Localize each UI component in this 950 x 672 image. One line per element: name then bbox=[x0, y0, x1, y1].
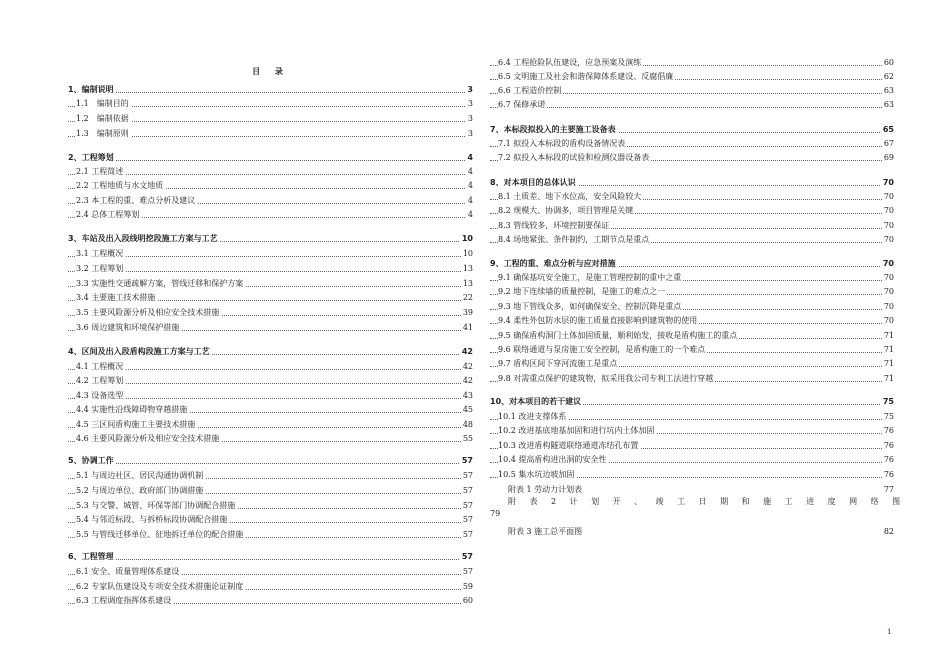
toc-subsection-entry[interactable] bbox=[490, 358, 894, 370]
toc-entry-label: 4.2 工程筹划 bbox=[76, 376, 124, 385]
toc-subsection-entry[interactable] bbox=[68, 419, 473, 431]
toc-entry-label: 4.6 主要风险源分析及相应安全技术措施 bbox=[76, 434, 220, 443]
toc-entry-page: 71 bbox=[883, 359, 894, 368]
toc-entry-label: 8、对本项目的总体认识 bbox=[490, 178, 576, 187]
toc-entry-page: 76 bbox=[883, 455, 894, 464]
toc-entry-label: 3、车站及出入段线明挖段施工方案与工艺 bbox=[68, 234, 218, 243]
toc-entry-page: 3 bbox=[467, 99, 473, 108]
toc-subsection-entry[interactable] bbox=[68, 195, 473, 207]
toc-entry-label: 9.4 柔性外包防水层的施工质量直接影响到建筑物的使用 bbox=[498, 316, 698, 325]
toc-entry-label: 3.3 实施性交通疏解方案，管线迁移和保护方案 bbox=[76, 279, 244, 288]
toc-subsection-entry[interactable] bbox=[68, 278, 473, 290]
toc-entry-label: 5.1 与周边社区、居民沟通协调机制 bbox=[76, 471, 204, 480]
toc-entry-label: 6.1 安全、质量管理体系建设 bbox=[76, 567, 180, 576]
toc-entry-label: 2.4 总体工程筹划 bbox=[76, 210, 140, 219]
toc-entry-label: 6.2 专家队伍建设及专项安全技术措施论证制度 bbox=[76, 582, 244, 591]
dot-leader bbox=[68, 160, 473, 161]
toc-entry-label: 2.3 本工程的重、难点分析及建议 bbox=[76, 196, 196, 205]
toc-entry-page: 70 bbox=[883, 221, 894, 230]
appendix-2-label: 附表2计划开、竣工日期和施工进度网络图 bbox=[508, 497, 914, 506]
toc-subsection-entry[interactable] bbox=[68, 98, 473, 110]
toc-entry-page: 4 bbox=[467, 181, 473, 190]
toc-entry-page: 70 bbox=[883, 273, 894, 282]
dot-leader bbox=[68, 174, 473, 175]
toc-entry-label: 5.4 与邻近标段、与拆桥标段协调配合措施 bbox=[76, 515, 228, 524]
toc-section-entry[interactable] bbox=[68, 346, 473, 358]
toc-subsection-entry[interactable] bbox=[490, 286, 894, 298]
toc-subsection-entry[interactable] bbox=[490, 330, 894, 342]
toc-section-entry[interactable] bbox=[68, 551, 473, 563]
toc-entry-label: 3.5 主要风险源分析及相应安全技术措施 bbox=[76, 308, 220, 317]
toc-entry-label: 9.6 联络通道与泵房施工安全控制，是盾构施工的一个难点 bbox=[498, 345, 706, 354]
toc-subsection-entry[interactable] bbox=[490, 425, 894, 437]
toc-entry-label: 4.1 工程概况 bbox=[76, 362, 124, 371]
toc-subsection-entry[interactable] bbox=[68, 180, 473, 192]
toc-subsection-entry[interactable] bbox=[490, 234, 894, 246]
dot-leader bbox=[68, 383, 473, 384]
toc-subsection-entry[interactable] bbox=[490, 344, 894, 356]
toc-entry-label: 5.2 与周边单位、政府部门协调措施 bbox=[76, 486, 204, 495]
toc-subsection-entry[interactable] bbox=[68, 581, 473, 593]
toc-subsection-entry[interactable] bbox=[490, 99, 894, 111]
toc-entry-page: 13 bbox=[462, 264, 473, 273]
toc-entry-label: 8.2 规模大、协调多，项目管理是关键 bbox=[498, 206, 634, 215]
toc-subsection-entry[interactable] bbox=[68, 248, 473, 260]
toc-entry-page: 43 bbox=[462, 391, 473, 400]
appendix-1-entry[interactable] bbox=[508, 484, 894, 496]
toc-entry-page: 4 bbox=[467, 196, 473, 205]
toc-entry-label: 3.4 主要施工技术措施 bbox=[76, 293, 156, 302]
toc-entry-page: 4 bbox=[467, 167, 473, 176]
toc-entry-page: 57 bbox=[462, 567, 473, 576]
toc-entry-page: 45 bbox=[462, 405, 473, 414]
toc-entry-label: 10.5 集水坑边坡加固 bbox=[498, 470, 575, 479]
toc-subsection-entry[interactable] bbox=[490, 152, 894, 164]
toc-entry-label: 2.1 工程简述 bbox=[76, 167, 124, 176]
toc-entry-page: 69 bbox=[883, 153, 894, 162]
toc-subsection-entry[interactable] bbox=[490, 272, 894, 284]
toc-entry-label: 10.3 改进盾构隧道联络通道冻结孔布置 bbox=[498, 441, 639, 450]
toc-subsection-entry[interactable] bbox=[68, 500, 473, 512]
toc-subsection-entry[interactable] bbox=[68, 470, 473, 482]
toc-subsection-entry[interactable] bbox=[68, 433, 473, 445]
toc-subsection-entry[interactable] bbox=[68, 595, 473, 607]
toc-entry-page: 4 bbox=[467, 153, 473, 162]
toc-subsection-entry[interactable] bbox=[490, 469, 894, 481]
toc-entry-label: 5.3 与交警、城管、环保等部门协调配合措施 bbox=[76, 501, 236, 510]
toc-entry-label: 7、本标段拟投入的主要施工设备表 bbox=[490, 125, 616, 134]
toc-entry-page: 3 bbox=[467, 114, 473, 123]
toc-entry-page: 71 bbox=[883, 345, 894, 354]
toc-subsection-entry[interactable] bbox=[68, 566, 473, 578]
toc-entry-label: 1、编制说明 bbox=[68, 85, 114, 94]
toc-subsection-entry[interactable] bbox=[68, 375, 473, 387]
toc-entry-page: 10 bbox=[461, 234, 473, 243]
toc-subsection-entry[interactable] bbox=[490, 440, 894, 452]
toc-entry-page: 70 bbox=[883, 287, 894, 296]
toc-entry-page: 70 bbox=[883, 316, 894, 325]
toc-subsection-entry[interactable] bbox=[490, 301, 894, 313]
toc-entry-page: 57 bbox=[461, 552, 473, 561]
toc-entry-label: 3.6 周边建筑和环境保护措施 bbox=[76, 323, 180, 332]
toc-subsection-entry[interactable] bbox=[68, 263, 473, 275]
toc-entry-page: 57 bbox=[462, 515, 473, 524]
toc-entry-page: 13 bbox=[462, 279, 473, 288]
toc-entry-label: 8.4 场地紧张、条件制约，工期节点是重点 bbox=[498, 235, 650, 244]
appendix-1-label: 附表 1 劳动力计划表 bbox=[508, 485, 583, 494]
toc-entry-label: 7.1 拟投入本标段的盾构设备情况表 bbox=[498, 139, 626, 148]
toc-subsection-entry[interactable] bbox=[68, 322, 473, 334]
toc-entry-label: 6.7 保修承诺 bbox=[498, 100, 546, 109]
toc-entry-label: 1.3 编制原则 bbox=[76, 129, 129, 138]
appendix-3-label: 附表 3 施工总平面图 bbox=[508, 527, 583, 536]
toc-entry-page: 70 bbox=[883, 302, 894, 311]
appendix-3-entry[interactable] bbox=[508, 526, 894, 538]
dot-leader bbox=[68, 398, 473, 399]
toc-entry-label: 8.1 土质差、地下水位高，安全风险较大 bbox=[498, 192, 642, 201]
toc-entry-label: 5、协调工作 bbox=[68, 456, 114, 465]
toc-entry-page: 75 bbox=[883, 412, 894, 421]
toc-entry-label: 2、工程筹划 bbox=[68, 153, 114, 162]
toc-subsection-entry[interactable] bbox=[490, 191, 894, 203]
toc-subsection-entry[interactable] bbox=[68, 307, 473, 319]
toc-entry-label: 4.4 实施性沿线障碍物穿越措施 bbox=[76, 405, 188, 414]
toc-subsection-entry[interactable] bbox=[68, 514, 473, 526]
toc-entry-label: 9.2 地下连续墙的质量控制，是施工的难点之一 bbox=[498, 287, 666, 296]
toc-subsection-entry[interactable] bbox=[68, 292, 473, 304]
toc-entry-label: 4.3 设备选型 bbox=[76, 391, 124, 400]
toc-entry-page: 57 bbox=[462, 471, 473, 480]
toc-entry-label: 3.2 工程筹划 bbox=[76, 264, 124, 273]
toc-entry-label: 6.3 工程调度指挥体系建设 bbox=[76, 596, 172, 605]
toc-entry-page: 63 bbox=[883, 100, 894, 109]
toc-section-entry[interactable] bbox=[490, 124, 894, 136]
appendix-3-page: 82 bbox=[883, 527, 894, 536]
toc-subsection-entry[interactable] bbox=[490, 85, 894, 97]
toc-entry-page: 39 bbox=[462, 308, 473, 317]
toc-entry-page: 60 bbox=[883, 58, 894, 67]
toc-subsection-entry[interactable] bbox=[68, 404, 473, 416]
toc-entry-page: 4 bbox=[467, 210, 473, 219]
toc-subsection-entry[interactable] bbox=[68, 209, 473, 221]
toc-subsection-entry[interactable] bbox=[490, 373, 894, 385]
toc-section-entry[interactable] bbox=[68, 455, 473, 467]
dot-leader bbox=[68, 559, 473, 560]
toc-subsection-entry[interactable] bbox=[490, 220, 894, 232]
toc-entry-label: 6.5 文明施工及社会和谐保障体系建设、反腐倡廉 bbox=[498, 72, 674, 81]
toc-subsection-entry[interactable] bbox=[68, 128, 473, 140]
toc-subsection-entry[interactable] bbox=[68, 361, 473, 373]
toc-entry-label: 9.7 盾构区间下穿河流施工是重点 bbox=[498, 359, 618, 368]
toc-entry-page: 22 bbox=[462, 293, 473, 302]
appendix-2-entry[interactable] bbox=[508, 496, 914, 508]
toc-entry-page: 76 bbox=[883, 441, 894, 450]
toc-section-entry[interactable] bbox=[68, 152, 473, 164]
toc-subsection-entry[interactable] bbox=[490, 411, 894, 423]
toc-entry-page: 59 bbox=[462, 582, 473, 591]
toc-entry-label: 10.1 改进支撑体系 bbox=[498, 412, 567, 421]
toc-entry-label: 9.5 确保盾构洞门土体加固质量，顺利始发，接收是盾构施工的重点 bbox=[498, 331, 738, 340]
toc-entry-label: 9.1 确保基坑安全施工，是施工管理控制的重中之重 bbox=[498, 273, 682, 282]
toc-entry-page: 70 bbox=[882, 178, 894, 187]
page-number: 1 bbox=[887, 628, 892, 636]
toc-entry-page: 60 bbox=[462, 596, 473, 605]
toc-entry-label: 3.1 工程概况 bbox=[76, 249, 124, 258]
toc-entry-page: 3 bbox=[467, 129, 473, 138]
toc-entry-page: 71 bbox=[883, 374, 894, 383]
appendix-2-page: 79 bbox=[490, 509, 501, 518]
toc-entry-page: 70 bbox=[883, 235, 894, 244]
toc-entry-label: 6.6 工程造价控制 bbox=[498, 86, 562, 95]
toc-entry-label: 4.5 三区间盾构施工主要技术措施 bbox=[76, 420, 196, 429]
toc-entry-page: 57 bbox=[461, 456, 473, 465]
toc-entry-page: 42 bbox=[461, 347, 473, 356]
toc-entry-page: 75 bbox=[882, 397, 894, 406]
toc-entry-page: 70 bbox=[883, 192, 894, 201]
toc-subsection-entry[interactable] bbox=[490, 71, 894, 83]
toc-entry-page: 70 bbox=[883, 206, 894, 215]
toc-entry-page: 42 bbox=[462, 376, 473, 385]
toc-section-entry[interactable] bbox=[68, 84, 473, 96]
toc-title: 目 录 bbox=[252, 66, 289, 76]
toc-entry-page: 76 bbox=[883, 470, 894, 479]
toc-entry-page: 57 bbox=[462, 501, 473, 510]
dot-leader bbox=[68, 271, 473, 272]
toc-entry-label: 9.8 对需重点保护的建筑物，拟采用我公司专利工法进行穿越 bbox=[498, 374, 714, 383]
toc-entry-page: 65 bbox=[882, 125, 894, 134]
toc-section-entry[interactable] bbox=[490, 396, 894, 408]
toc-entry-page: 63 bbox=[883, 86, 894, 95]
toc-entry-label: 2.2 工程地质与水文地质 bbox=[76, 181, 164, 190]
toc-subsection-entry[interactable] bbox=[68, 390, 473, 402]
toc-entry-page: 48 bbox=[462, 420, 473, 429]
toc-entry-label: 10、对本项目的若干建议 bbox=[490, 397, 582, 406]
toc-entry-label: 8.3 管线较多，环境控制要保证 bbox=[498, 221, 610, 230]
toc-entry-page: 62 bbox=[883, 72, 894, 81]
toc-entry-page: 57 bbox=[462, 486, 473, 495]
toc-entry-page: 67 bbox=[883, 139, 894, 148]
toc-entry-label: 5.5 与管线迁移单位、征地拆迁单位的配合措施 bbox=[76, 530, 244, 539]
toc-entry-page: 10 bbox=[462, 249, 473, 258]
toc-entry-page: 57 bbox=[462, 530, 473, 539]
toc-entry-page: 42 bbox=[462, 362, 473, 371]
appendix-1-page: 77 bbox=[883, 485, 894, 494]
toc-entry-label: 6.4 工程抢险队伍建设，应急预案及演练 bbox=[498, 58, 642, 67]
toc-entry-label: 10.4 提高盾构进出洞的安全性 bbox=[498, 455, 607, 464]
toc-entry-label: 4、区间及出入段盾构段施工方案与工艺 bbox=[68, 347, 210, 356]
dot-leader bbox=[68, 92, 473, 93]
dot-leader bbox=[68, 463, 473, 464]
toc-entry-page: 70 bbox=[882, 259, 894, 268]
toc-entry-page: 76 bbox=[883, 426, 894, 435]
toc-subsection-entry[interactable] bbox=[490, 205, 894, 217]
toc-subsection-entry[interactable] bbox=[490, 315, 894, 327]
toc-section-entry[interactable] bbox=[490, 177, 894, 189]
toc-subsection-entry[interactable] bbox=[490, 57, 894, 69]
toc-entry-label: 1.1 编制目的 bbox=[76, 99, 129, 108]
toc-subsection-entry[interactable] bbox=[490, 138, 894, 150]
dot-leader bbox=[490, 107, 894, 108]
toc-entry-label: 9.3 地下管线众多，如何确保安全、控制沉降是重点 bbox=[498, 302, 682, 311]
toc-section-entry[interactable] bbox=[68, 233, 473, 245]
toc-section-entry[interactable] bbox=[490, 258, 894, 270]
toc-subsection-entry[interactable] bbox=[490, 454, 894, 466]
toc-entry-label: 6、工程管理 bbox=[68, 552, 114, 561]
toc-entry-page: 3 bbox=[467, 85, 473, 94]
toc-entry-label: 9、工程的重、难点分析与应对措施 bbox=[490, 259, 616, 268]
toc-subsection-entry[interactable] bbox=[68, 529, 473, 541]
toc-entry-page: 55 bbox=[462, 434, 473, 443]
toc-entry-label: 1.2 编制依据 bbox=[76, 114, 129, 123]
dot-leader bbox=[68, 369, 473, 370]
toc-entry-label: 10.2 改进基底地基加固和进行坑内土体加固 bbox=[498, 426, 655, 435]
toc-subsection-entry[interactable] bbox=[68, 113, 473, 125]
toc-subsection-entry[interactable] bbox=[68, 166, 473, 178]
toc-entry-label: 7.2 拟投入本标段的试验和检测仪器设备表 bbox=[498, 153, 650, 162]
dot-leader bbox=[68, 256, 473, 257]
toc-entry-page: 41 bbox=[462, 323, 473, 332]
toc-subsection-entry[interactable] bbox=[68, 485, 473, 497]
toc-entry-page: 71 bbox=[883, 331, 894, 340]
